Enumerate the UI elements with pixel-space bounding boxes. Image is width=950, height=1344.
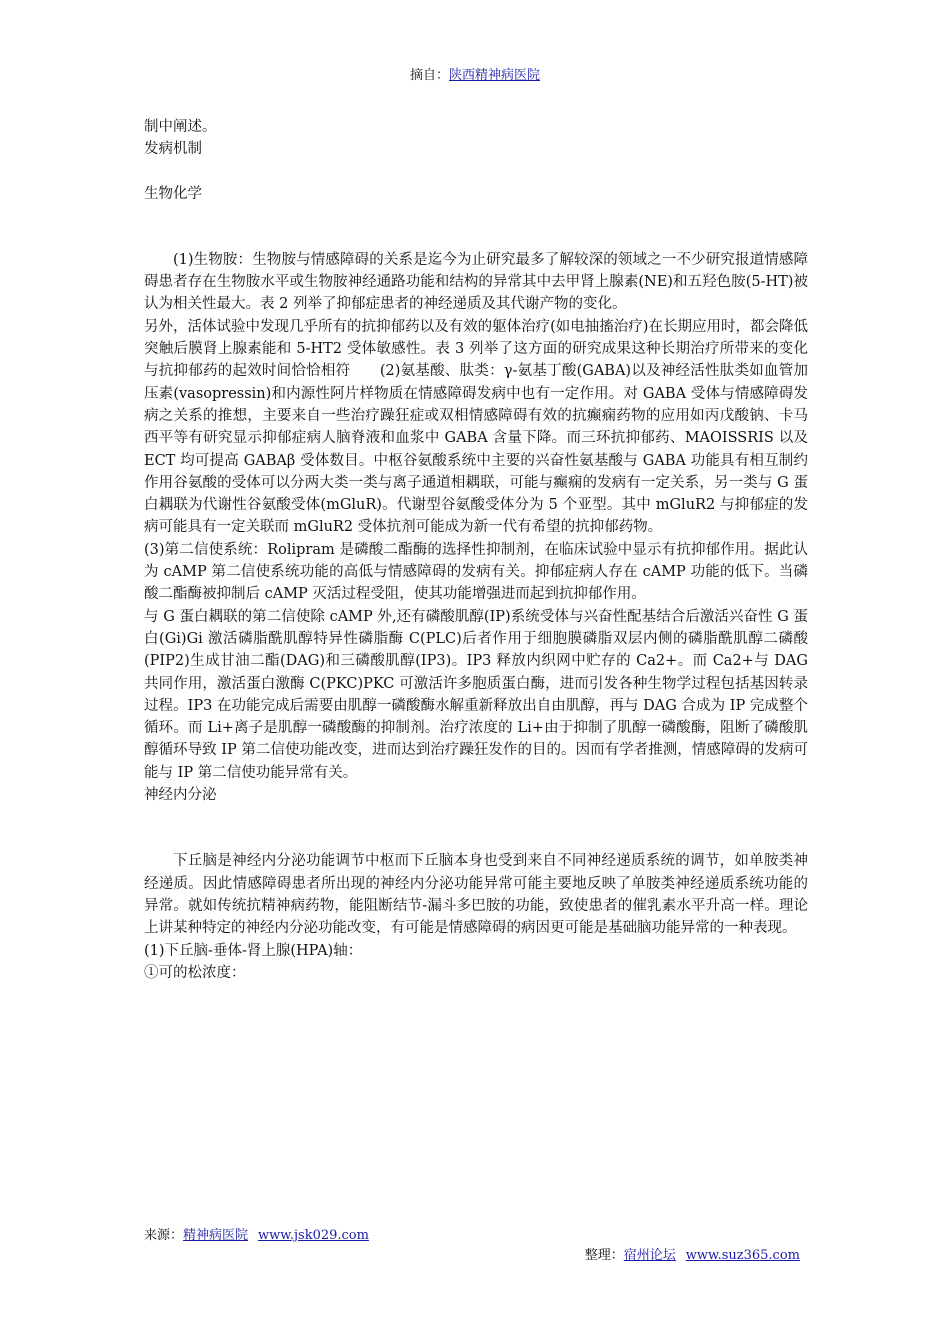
paragraph-biogenic-amines: (1)生物胺：生物胺与情感障碍的关系是迄今为止研究最多了解较深的领域之一不少研究报道情感障碍患者存在生物胺水平或生物胺神经通路功能和结构的异常其中去甲肾上腺素(NE)和五羟色胺(5-HT)被认为相关性最大。表 2 列举了抑郁症患者的神经递质及其代谢产物的变化。 [144, 251, 808, 313]
footer-editor-link[interactable]: 宿州论坛 [623, 1248, 676, 1263]
footer-source-url[interactable]: www.jsk029.com [258, 1228, 369, 1243]
footer-source-prefix: 来源： [144, 1228, 184, 1243]
page-header [0, 66, 950, 86]
paragraph-hypothalamus: 下丘脑是神经内分泌功能调节中枢而下丘脑本身也受到来自不同神经递质系统的调节，如单胺类神经递质。因此情感障碍患者所出现的神经内分泌功能异常可能主要地反映了单胺类神经递质系统功能的异常。就如传统抗精神病药物，能阻断结节-漏斗多巴胺的功能，致使患者的催乳素水平升高一样。理论上讲某种特定的神经内分泌功能改变，有可能是情感障碍的病因更可能是基础脑功能异常的一种表现。 [144, 853, 808, 937]
line-hpa-axis: (1)下丘脑-垂体-肾上腺(HPA)轴： [144, 942, 363, 959]
paragraph-second-messenger: (3)第二信使系统：Rolipram 是磷酸二酯酶的选择性抑制剂，在临床试验中显示有抗抑郁作用。据此认为 cAMP 第二信使系统功能的高低与情感障碍的发病有关。抑郁症病人存在 cAMP 功能的低下。当磷酸二酯酶被抑制后 cAMP 灭活过程受阻，使其功能增强进而起到抗抑郁作用。 [144, 541, 808, 603]
footer-editor-prefix: 整理： [584, 1248, 624, 1263]
heading-neuroendocrine: 神经内分泌 [144, 787, 217, 804]
line-cortisol: ①可的松浓度： [144, 964, 246, 981]
paragraph-antidepressant-effects: 另外，活体试验中发现几乎所有的抗抑郁药以及有效的躯体治疗(如电抽搐治疗)在长期应用时，都会降低突触后膜肾上腺素能和 5-HT2 受体敏感性。表 3 列举了这方面的研究成果这种长期治疗所带来的变化与抗抑郁药的起效时间恰恰相符 (2)氨基酸、肽类：γ-氨基丁酸(GABA)以及神经活性肽类如血管加压素(vasopressin)和内源性阿片样物质在情感障碍发病中也有一定作用。对 GABA 受体与情感障碍发病之关系的推想，主要来自一些治疗躁狂症或双相情感障碍有效的抗癫痫药物的应用如丙戊酸钠、卡马西平等有研究显示抑郁症病人脑脊液和血浆中 GABA 含量下降。而三环抗抑郁药、MAOISSRIS 以及 ECT 均可提高 GABAβ 受体数目。中枢谷氨酸系统中主要的兴奋性氨基酸与 GABA 功能具有相互制约作用谷氨酸的受体可以分两大类一类与离子通道相耦联，可能与癫痫的发病有一定关系，另一类与 G 蛋白耦联为代谢性谷氨酸受体(mGluR)。代谢型谷氨酸受体分为 5 个亚型。其中 mGluR2 与抑郁症的发病可能具有一定关联而 mGluR2 受体抗剂可能成为新一代有希望的抗抑郁药物。 [144, 318, 808, 536]
paragraph-ip-system: 与 G 蛋白耦联的第二信使除 cAMP 外,还有磷酸肌醇(IP)系统受体与兴奋性配基结合后激活兴奋性 G 蛋白(Gi)Gi 激活磷脂酰肌醇特异性磷脂酶 C(PLC)后者作用于细胞膜磷脂双层内侧的磷脂酰肌醇二磷酸(PIP2)生成甘油二酯(DAG)和三磷酸肌醇(IP3)。IP3 释放内织网中贮存的 Ca2+。而 Ca2+与 DAG 共同作用，激活蛋白激酶 C(PKC)PKC 可激活许多胞质蛋白酶，进而引发各种生物学过程包括基因转录过程。IP3 在功能完成后需要由肌醇一磷酸酶水解重新释放出自由肌醇，再与 DAG 合成为 IP 完成整个循环。而 Li+离子是肌醇一磷酸酶的抑制剂。治疗浓度的 Li+由于抑制了肌醇一磷酸酶，阻断了磷酸肌醇循环导致 IP 第二信使功能改变，进而达到治疗躁狂发作的目的。因而有学者推测，情感障碍的发病可能与 IP 第二信使功能异常有关。 [144, 608, 808, 781]
heading-biochemistry: 生物化学 [144, 185, 202, 202]
footer-editor-url[interactable]: www.suz365.com [685, 1248, 800, 1263]
document-body [144, 116, 808, 984]
intro-line: 制中阐述。 [144, 119, 217, 135]
heading-pathogenesis: 发病机制 [144, 141, 202, 158]
header-source-link[interactable]: 陕西精神病医院 [449, 68, 541, 83]
header-prefix: 摘自： [409, 68, 449, 83]
footer-source [144, 1226, 369, 1246]
footer-source-link[interactable]: 精神病医院 [183, 1228, 249, 1243]
footer-editor [585, 1246, 800, 1266]
